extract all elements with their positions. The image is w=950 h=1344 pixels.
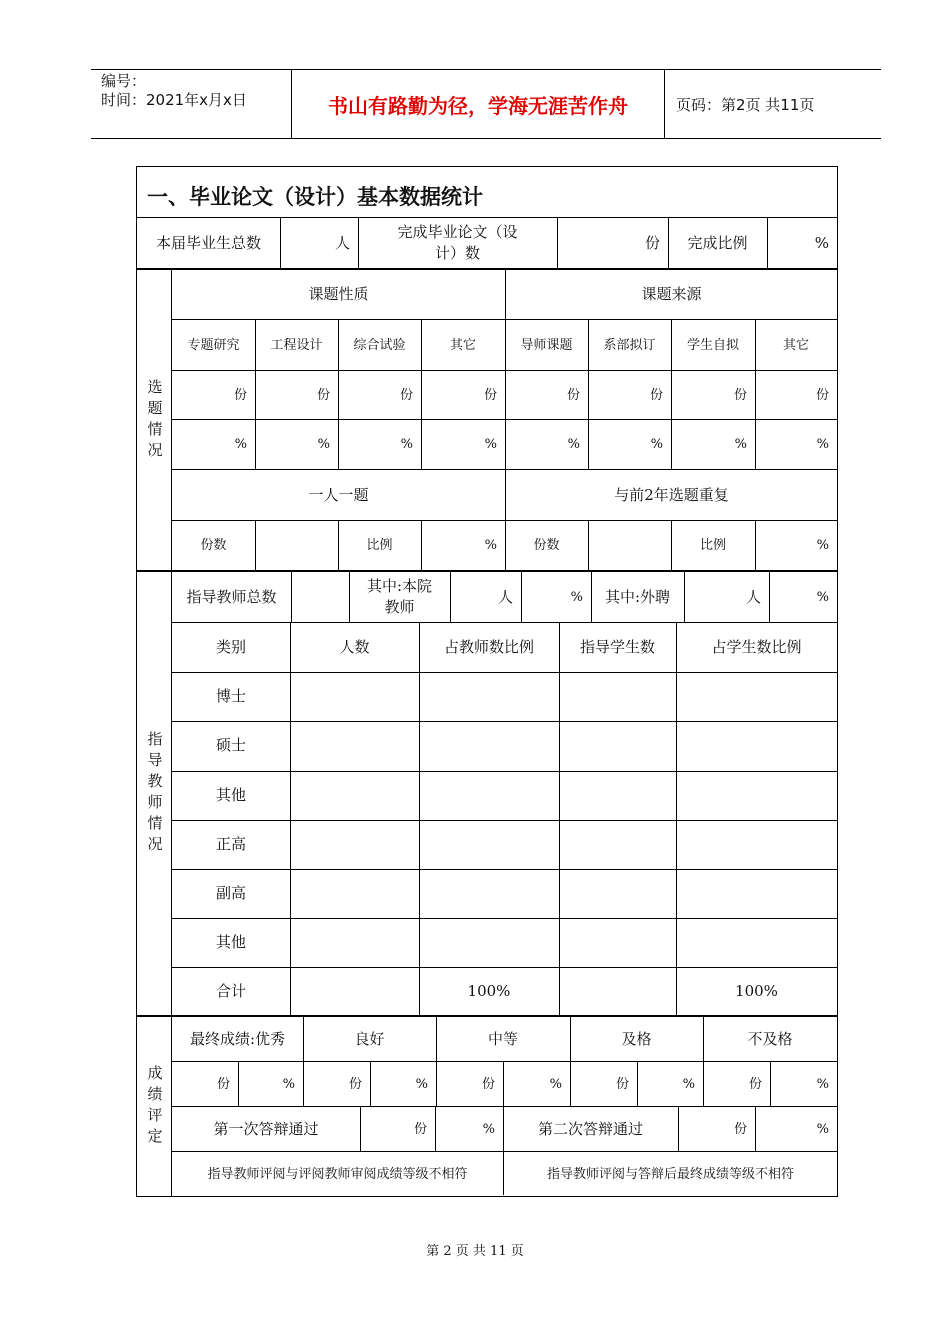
grade-section-label: 成绩评定 xyxy=(145,1064,164,1149)
grade-level-4: 不及格 xyxy=(747,1029,793,1048)
teacher-section-label: 指导教师情况 xyxy=(145,730,164,857)
completion-ratio-label: 完成比例 xyxy=(687,233,748,252)
topic-pct-unit-3: % xyxy=(484,437,497,452)
topic-copies-unit-7: 份 xyxy=(815,387,829,403)
topic-pct-unit-2: % xyxy=(400,437,413,452)
topic-category-3: 其它 xyxy=(449,337,476,353)
topic-bottom-cell-6: 比例 xyxy=(699,538,726,553)
second-defense-pass-label: 第二次答辩通过 xyxy=(537,1119,643,1138)
grade-level-2: 中等 xyxy=(487,1029,518,1048)
grade-pct-unit-3: % xyxy=(682,1076,695,1092)
repeat-topic-header: 与前2年选题重复 xyxy=(614,485,729,504)
inner-teacher-pct: % xyxy=(570,589,583,605)
topic-bottom-cell-3: % xyxy=(484,538,497,553)
header-motto: 书山有路勤为径，学海无涯苦作舟 xyxy=(292,70,665,138)
topic-pct-unit-7: % xyxy=(816,437,829,452)
grade-level-0: 最终成绩:优秀 xyxy=(189,1029,286,1048)
second-defense-pct-unit: % xyxy=(816,1121,829,1137)
grade-copies-unit-1: 份 xyxy=(348,1076,362,1092)
topic-category-7: 其它 xyxy=(782,337,809,353)
topic-source-header: 课题来源 xyxy=(641,285,702,303)
teacher-row-label-0: 博士 xyxy=(215,687,246,705)
form-title: 一、毕业论文（设计）基本数据统计 xyxy=(147,185,483,209)
completed-unit: 份 xyxy=(644,233,660,252)
teacher-total-row-label: 合计 xyxy=(215,981,246,1000)
outer-teacher-unit: 人 xyxy=(745,587,761,606)
grade-level-1: 良好 xyxy=(354,1029,385,1048)
outer-teacher-label: 其中:外聘 xyxy=(604,587,671,606)
inner-teacher-label: 其中:本院教师 xyxy=(366,577,433,616)
inner-teacher-unit: 人 xyxy=(497,587,513,606)
mismatch-review-label: 指导教师评阅与评阅教师审阅成绩等级不相符 xyxy=(207,1166,468,1182)
mismatch-final-label: 指导教师评阅与答辩后最终成绩等级不相符 xyxy=(546,1166,794,1182)
first-defense-copies-unit: 份 xyxy=(413,1121,427,1137)
topic-bottom-cell-4: 份数 xyxy=(533,538,560,553)
completed-label: 完成毕业论文（设计）数 xyxy=(397,223,518,262)
one-person-one-topic-header: 一人一题 xyxy=(308,485,369,504)
time-label: 时间：2021年x月x日 xyxy=(101,91,247,109)
grade-pct-unit-0: % xyxy=(282,1076,295,1092)
second-defense-copies-unit: 份 xyxy=(733,1121,747,1137)
page-header xyxy=(91,69,881,139)
topic-bottom-cell-1 xyxy=(255,521,338,570)
topic-pct-unit-4: % xyxy=(567,437,580,452)
teacher-total-pct1: 100% xyxy=(467,981,511,1000)
topic-category-4: 导师课题 xyxy=(520,337,573,353)
teacher-col-header-3: 指导学生数 xyxy=(579,638,655,656)
grade-level-3: 及格 xyxy=(621,1029,652,1048)
topic-pct-unit-0: % xyxy=(234,437,247,452)
topic-pct-unit-5: % xyxy=(650,437,663,452)
topic-copies-unit-5: 份 xyxy=(649,387,663,403)
topic-category-5: 系部拟订 xyxy=(603,337,656,353)
header-meta xyxy=(91,70,292,138)
topic-copies-unit-3: 份 xyxy=(483,387,497,403)
grade-copies-unit-4: 份 xyxy=(748,1076,762,1092)
teacher-row-label-4: 副高 xyxy=(215,884,246,902)
teacher-col-header-1: 人数 xyxy=(339,638,370,656)
teacher-total-label: 指导教师总数 xyxy=(186,587,277,606)
topic-copies-unit-0: 份 xyxy=(233,387,247,403)
topic-pct-unit-1: % xyxy=(317,437,330,452)
grade-copies-unit-3: 份 xyxy=(615,1076,629,1092)
topic-category-6: 学生自拟 xyxy=(686,337,739,353)
graduates-total-unit: 人 xyxy=(334,233,350,252)
teacher-col-header-2: 占教师数比例 xyxy=(443,638,534,656)
topic-bottom-cell-2: 比例 xyxy=(366,538,393,553)
grade-pct-unit-4: % xyxy=(816,1076,829,1092)
topic-copies-unit-6: 份 xyxy=(733,387,747,403)
teacher-row-label-3: 正高 xyxy=(215,835,246,853)
topic-copies-unit-4: 份 xyxy=(566,387,580,403)
grade-pct-unit-1: % xyxy=(415,1076,428,1092)
grade-copies-unit-2: 份 xyxy=(481,1076,495,1092)
topic-nature-header: 课题性质 xyxy=(308,285,369,303)
header-page-info: 页码：第2页 共11页 xyxy=(676,95,815,114)
grade-copies-unit-0: 份 xyxy=(216,1076,230,1092)
teacher-row-label-2: 其他 xyxy=(215,786,246,804)
statistics-form xyxy=(136,166,838,1197)
teacher-col-header-0: 类别 xyxy=(215,638,246,656)
topic-section-label: 选题情况 xyxy=(145,378,164,463)
outer-teacher-pct: % xyxy=(816,589,829,605)
topic-copies-unit-1: 份 xyxy=(316,387,330,403)
topic-bottom-cell-7: % xyxy=(816,538,829,553)
teacher-total-pct2: 100% xyxy=(735,981,778,1000)
topic-bottom-cell-0: 份数 xyxy=(200,538,227,553)
topic-pct-unit-6: % xyxy=(734,437,747,452)
topic-copies-unit-2: 份 xyxy=(399,387,413,403)
first-defense-pass-label: 第一次答辩通过 xyxy=(213,1119,319,1138)
teacher-row-label-1: 硕士 xyxy=(215,736,246,754)
code-label: 编号： xyxy=(101,72,147,90)
grade-pct-unit-2: % xyxy=(549,1076,562,1092)
topic-category-2: 综合试验 xyxy=(353,337,406,353)
graduates-total-label: 本届毕业生总数 xyxy=(155,233,261,252)
page-footer: 第 2 页 共 11 页 xyxy=(426,1244,524,1259)
completion-ratio-unit: % xyxy=(814,233,829,252)
topic-category-1: 工程设计 xyxy=(270,337,323,353)
topic-category-0: 专题研究 xyxy=(187,337,240,353)
first-defense-pct-unit: % xyxy=(482,1121,495,1137)
teacher-row-label-5: 其他 xyxy=(215,933,246,951)
topic-bottom-cell-5 xyxy=(588,521,671,570)
teacher-col-header-4: 占学生数比例 xyxy=(711,638,802,656)
